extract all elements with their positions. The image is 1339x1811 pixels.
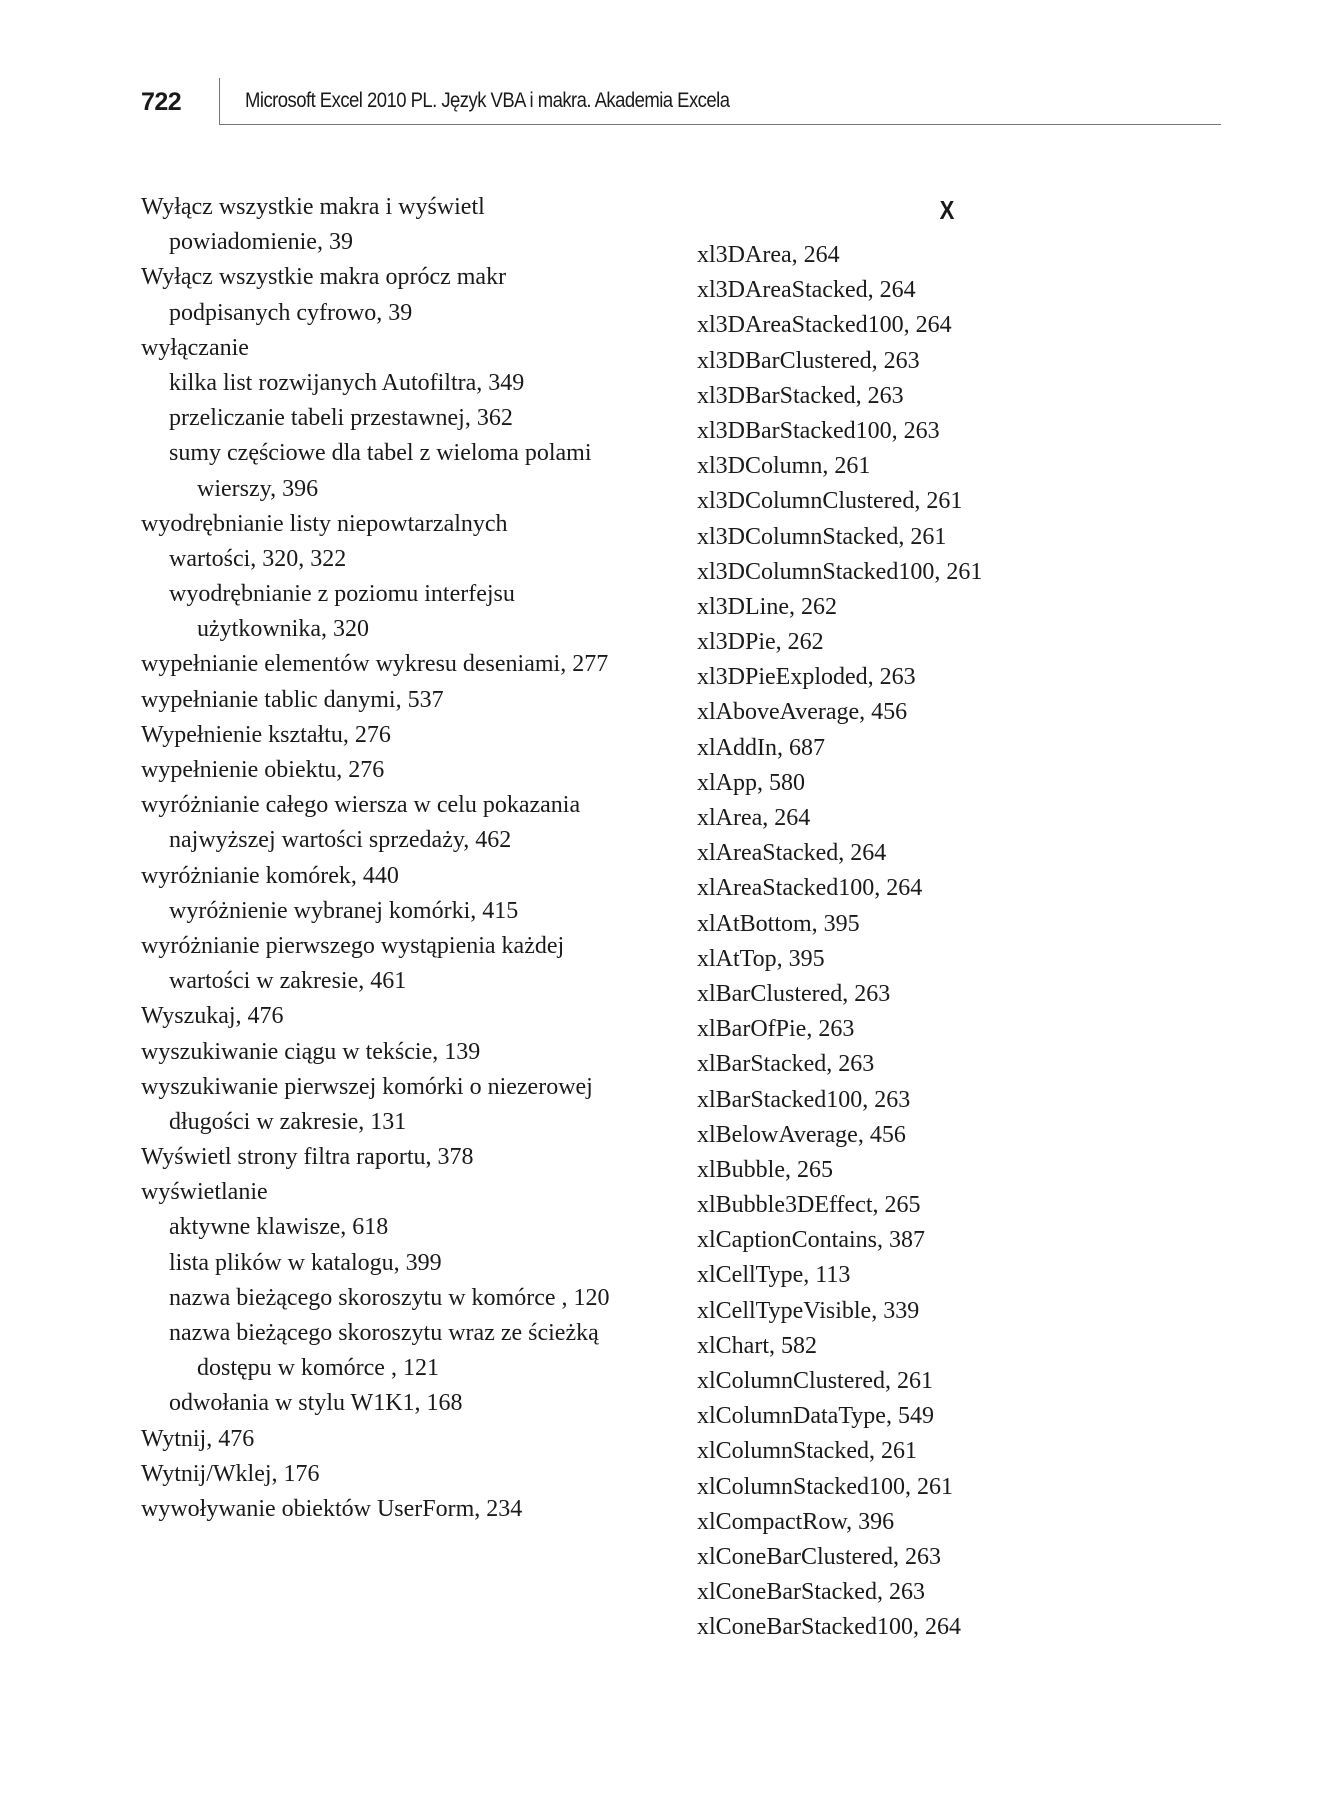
index-entry: xl3DLine, 262 xyxy=(697,593,837,620)
index-entry: xlCellType, 113 xyxy=(697,1262,851,1289)
index-entry: wyłączanie xyxy=(141,334,249,361)
index-entry: xlColumnStacked, 261 xyxy=(697,1438,917,1465)
header-divider xyxy=(219,78,220,124)
index-subentry: podpisanych cyfrowo, 39 xyxy=(169,299,413,326)
index-subentry: długości w zakresie, 131 xyxy=(169,1108,407,1135)
index-entry: xlCompactRow, 396 xyxy=(697,1508,895,1535)
index-entry: xlBelowAverage, 456 xyxy=(697,1121,906,1148)
index-subentry: dostępu w komórce , 121 xyxy=(197,1355,439,1382)
index-entry: Wytnij, 476 xyxy=(141,1425,255,1452)
index-entry: wywoływanie obiektów UserForm, 234 xyxy=(141,1495,523,1522)
index-entry: xlColumnStacked100, 261 xyxy=(697,1473,953,1500)
index-entry: wyszukiwanie pierwszej komórki o niezerowej xyxy=(141,1073,593,1100)
index-entry: xlCellTypeVisible, 339 xyxy=(697,1297,920,1324)
index-column-left xyxy=(141,190,661,1527)
index-entry: wyodrębnianie listy niepowtarzalnych xyxy=(141,510,508,537)
index-entry: xlApp, 580 xyxy=(697,769,805,796)
index-entry: Wytnij/Wklej, 176 xyxy=(141,1460,320,1487)
index-entry: xlConeBarStacked100, 264 xyxy=(697,1614,961,1641)
index-subentry: aktywne klawisze, 618 xyxy=(169,1214,389,1241)
index-entry: wyróżnianie całego wiersza w celu pokazania xyxy=(141,792,581,819)
index-subentry: sumy częściowe dla tabel z wieloma polami xyxy=(169,440,592,467)
index-entry: xlCaptionContains, 387 xyxy=(697,1227,925,1254)
book-title: Microsoft Excel 2010 PL. Język VBA i makra. Akademia Excela xyxy=(245,89,730,112)
index-subentry: nazwa bieżącego skoroszytu wraz ze ścieżką xyxy=(169,1320,599,1346)
index-entry: xlColumnClustered, 261 xyxy=(697,1368,933,1394)
index-entry: Wyszukaj, 476 xyxy=(141,1003,284,1030)
index-entry: xlAddIn, 687 xyxy=(697,734,825,761)
index-entry: xlChart, 582 xyxy=(697,1332,817,1359)
index-subentry: wartości, 320, 322 xyxy=(169,545,347,572)
index-entry: xl3DBarClustered, 263 xyxy=(697,347,920,374)
index-entry: xlBarStacked, 263 xyxy=(697,1051,875,1078)
index-entry: xl3DPieExploded, 263 xyxy=(697,664,916,691)
index-subentry: przeliczanie tabeli przestawnej, 362 xyxy=(169,405,513,432)
index-entry: wypełnienie obiektu, 276 xyxy=(141,757,385,783)
index-entry: xl3DColumn, 261 xyxy=(697,453,871,480)
index-subentry: wyróżnienie wybranej komórki, 415 xyxy=(169,897,519,924)
index-entry: xlBubble3DEffect, 265 xyxy=(697,1192,921,1219)
index-entry: wypełnianie tablic danymi, 537 xyxy=(141,686,444,713)
index-entry: wyróżnianie komórek, 440 xyxy=(141,862,399,889)
index-column-right xyxy=(697,188,1197,1646)
index-entry: xlAreaStacked100, 264 xyxy=(697,875,923,902)
index-entry: wyróżnianie pierwszego wystąpienia każdej xyxy=(141,932,565,959)
index-subentry: wierszy, 396 xyxy=(197,475,319,502)
index-entry: Wyświetl strony filtra raportu, 378 xyxy=(141,1144,474,1171)
section-letter: X xyxy=(939,195,955,225)
index-subentry: nazwa bieżącego skoroszytu w komórce , 120 xyxy=(169,1284,610,1311)
index-entry: xl3DArea, 264 xyxy=(697,242,840,268)
index-subentry: najwyższej wartości sprzedaży, 462 xyxy=(169,827,512,854)
index-subentry: kilka list rozwijanych Autofiltra, 349 xyxy=(169,369,525,396)
index-entry: wyświetlanie xyxy=(141,1179,268,1206)
index-entry: xl3DBarStacked, 263 xyxy=(697,382,904,409)
page-header xyxy=(141,78,1221,128)
index-entry: xlAreaStacked, 264 xyxy=(697,840,887,867)
header-rule xyxy=(219,124,1221,125)
index-entry: xl3DAreaStacked100, 264 xyxy=(697,312,952,339)
index-entry: xlBarOfPie, 263 xyxy=(697,1016,855,1043)
index-entry: xlArea, 264 xyxy=(697,805,811,831)
index-entry: xl3DPie, 262 xyxy=(697,629,824,656)
index-entry: xlColumnDataType, 549 xyxy=(697,1403,934,1430)
index-entry: Wyłącz wszystkie makra i wyświetl xyxy=(141,194,485,220)
index-entry: xlAtBottom, 395 xyxy=(697,910,860,937)
index-subentry: wyodrębnianie z poziomu interfejsu xyxy=(169,581,515,608)
index-subentry: wartości w zakresie, 461 xyxy=(169,968,407,995)
index-subentry: użytkownika, 320 xyxy=(197,616,369,643)
index-entry: xlBarStacked100, 263 xyxy=(697,1086,911,1113)
index-entries-x xyxy=(697,238,1197,1646)
index-entry: xl3DBarStacked100, 263 xyxy=(697,417,940,444)
index-entry: Wyłącz wszystkie makra oprócz makr xyxy=(141,264,507,291)
index-entry: xlAtTop, 395 xyxy=(697,945,825,972)
index-entry: xlBarClustered, 263 xyxy=(697,980,891,1007)
index-entry: xlAboveAverage, 456 xyxy=(697,699,908,726)
index-entry: wypełnianie elementów wykresu deseniami, 277 xyxy=(141,651,609,678)
index-entry: xl3DColumnStacked, 261 xyxy=(697,523,947,550)
index-subentry: odwołania w stylu W1K1, 168 xyxy=(169,1390,463,1417)
index-entry: xl3DAreaStacked, 264 xyxy=(697,277,916,304)
index-subentry: powiadomienie, 39 xyxy=(169,229,353,256)
index-entry: xl3DColumnClustered, 261 xyxy=(697,488,963,515)
index-subentry: lista plików w katalogu, 399 xyxy=(169,1249,442,1276)
index-entry: Wypełnienie kształtu, 276 xyxy=(141,721,391,748)
index-entry: xlConeBarStacked, 263 xyxy=(697,1579,925,1606)
index-entry: xl3DColumnStacked100, 261 xyxy=(697,558,983,585)
index-entry: xlBubble, 265 xyxy=(697,1156,833,1183)
page-number: 722 xyxy=(141,88,182,116)
index-entry: xlConeBarClustered, 263 xyxy=(697,1543,941,1570)
index-entry: wyszukiwanie ciągu w tekście, 139 xyxy=(141,1038,481,1065)
